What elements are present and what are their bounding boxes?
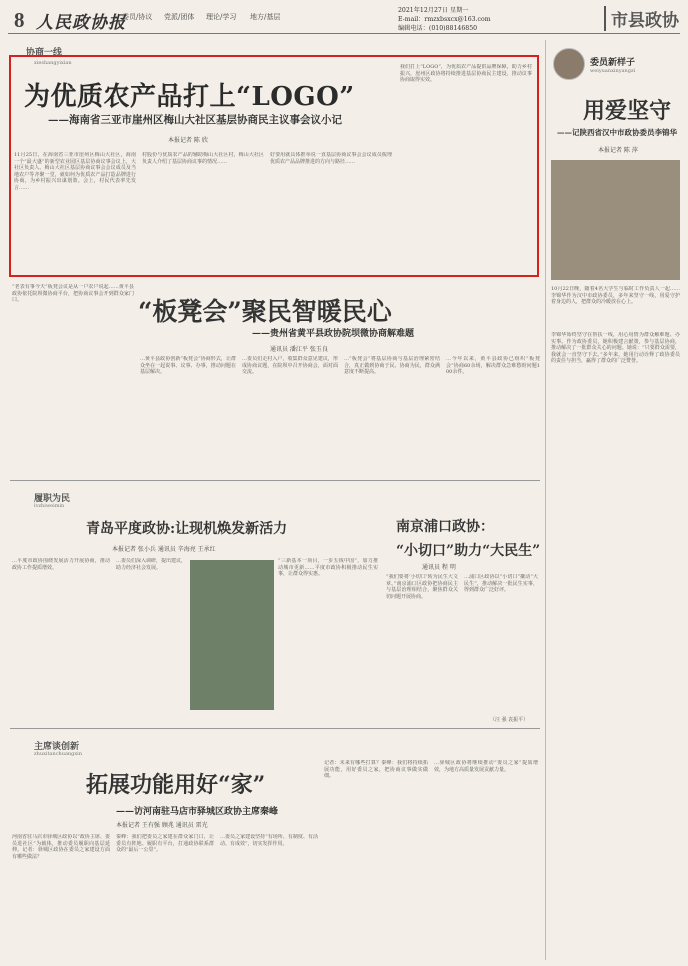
header-info — [398, 6, 491, 33]
banner-title: “板凳会”聚民智暖民心 — [138, 297, 392, 326]
home-column-label: 主席谈创新 — [34, 742, 80, 752]
lead-column-4: 我们打上“LOGO”，为优质农产品提供品牌保障，助力乡村振兴，崖州区政协将持续推进基层协商民主建设，推动议事协商取得实效。 — [400, 64, 532, 83]
banner-left-column: “老表有事今天”板凳会议是从一户农户说起……黄平县政协依托院坝微协商平台，把协商议事会开到群众家门口。 — [12, 284, 134, 303]
sidebar-rule — [545, 40, 546, 960]
sidebar-byline: 本报记者 陈 萍 — [598, 147, 638, 154]
home-byline: 本报记者 王有强 顾兆 通讯员 雷光 — [116, 822, 208, 829]
banner-column-4: …今年以来，黄平县政协已组织“板凳会”协商60余场，解决群众急难愁盼问题100余件。 — [446, 356, 540, 375]
divider-2 — [10, 728, 540, 729]
nav-item-3[interactable]: 理论/学习 — [206, 13, 237, 21]
duty-title: 青岛平度政协:让现机焕发新活力 — [86, 521, 288, 537]
nanjing-title: 南京浦口政协： — [396, 519, 494, 535]
nanjing-footnote: （汪 强 袁振平） — [490, 717, 529, 723]
home-column-1: 河南省驻马店市驿城区政协以“政协主席、委员进社区”为载体，推动委员履职向基层延伸。记者：驿城区政协在委员之家建设方面有哪些做法？ — [12, 834, 110, 860]
duty-byline: 本报记者 张小兵 通讯员 辛海亮 王承红 — [112, 546, 216, 553]
paper-name: 人民政协报 — [36, 13, 126, 33]
sidebar-body-text: 李锦华始终坚守在帮扶一线，用心用情为群众解难题、办实事。作为政协委员，她积极建言献策，参与基层协商，推动解决了一批群众关心的问题。她说：“只要群众需要，我就会一直坚守下去。”多年来，她用行动诠释了政协委员的责任与担当，赢得了群众的广泛赞誉。 — [551, 332, 680, 364]
banner-subtitle: ——贵州省黄平县政协院坝微协商解难题 — [252, 329, 415, 339]
sidebar-title: 用爱坚守 — [583, 98, 672, 124]
home-title: 拓展功能用好“家” — [86, 772, 266, 798]
lead-title: 为优质农产品打上“LOGO” — [24, 82, 355, 112]
column-label-sub: xieshangyixian — [34, 60, 72, 66]
duty-column-2: …委员们深入调研，提出建议，助力经济社会发展。 — [116, 558, 186, 571]
column-label: 协商一线 — [26, 48, 63, 58]
home-column-3: …委员之家建设坚持“有场所、有制度、有活动、有成效”，切实发挥作用。 — [220, 834, 318, 847]
section-title: 市县政协 — [604, 6, 679, 31]
page-number: 8 — [14, 8, 25, 32]
issue-date: 2021年12月27日 星期一 — [398, 7, 469, 14]
nanjing-column-1: “我们要将‘小切口’转为民生大文章。”南京浦口区政协把协商民主与基层治理相结合，聚焦群众关切问题开展协商。 — [386, 574, 458, 600]
home-subtitle: ——访河南驻马店市驿城区政协主席秦峰 — [116, 807, 279, 817]
nav-item-4[interactable]: 地方/基层 — [250, 13, 281, 21]
home-column-2: 秦峰：我们把委员之家建在群众家门口，让委员有阵地、履职有平台，打通政协联系群众的“最后一公里”。 — [116, 834, 214, 853]
lead-byline: 本报记者 陈 欣 — [168, 137, 208, 144]
email[interactable]: E-mail：rmzxbsxcx@163.com — [398, 16, 491, 23]
sidebar-photo — [551, 160, 680, 280]
sidebar-intro-text: 10月22日晚，随着4名大学生与临时工作负责人一起……李锦华作为汉中市政协委员，多年来坚守一线，用爱守护着身边的人，把群众的冷暖放在心上。 — [551, 286, 680, 305]
nav-item-1[interactable]: 委员/协议 — [122, 13, 153, 21]
home-column-4: 记者：未来有哪些打算？秦峰：我们将持续拓展功能，用好委员之家，把协商议事做实做细。 — [324, 760, 428, 779]
phone: 编辑电话：(010)88146850 — [398, 25, 478, 32]
nanjing-column-2: …浦口区政协以“小切口”撬动“大民生”，推动解决一批民生实事，得到群众广泛好评。 — [464, 574, 538, 593]
author-avatar — [553, 48, 585, 80]
lead-column-3: 好要用就具体推举说一直基层协商议事会会议成员梳理优质农产品品牌推进的方向与路径…… — [270, 152, 392, 165]
home-column-sub: zhuxitanchuangxin — [34, 751, 82, 757]
header-rule — [8, 33, 680, 34]
lead-subtitle: ——海南省三亚市崖州区梅山大社区基层协商民主议事会议小记 — [48, 114, 342, 126]
banner-byline: 通讯员 潘江平 张玉良 — [270, 346, 328, 353]
sidebar-column-sub: weiyuanxinyangzi — [590, 68, 636, 74]
nanjing-byline: 通讯员 程 明 — [422, 564, 456, 571]
duty-column-sub: lvzhiweimin — [34, 503, 65, 509]
home-column-5: …驿城区政协将继续推动“委员之家”提质增效，为地方高质量发展贡献力量。 — [434, 760, 538, 773]
nanjing-title-2: “小切口”助力“大民生” — [396, 543, 541, 559]
duty-column-label: 履职为民 — [34, 494, 71, 504]
duty-column-1: …平度市政协围绕发展活力开展协商，推动政协工作提质增效。 — [12, 558, 110, 571]
banner-column-2: …委员们走村入户，收集群众意见建议，形成协商议题，在院坝中召开协商会，面对面交流。 — [242, 356, 338, 375]
banner-column-3: …“板凳会”将基层协商与基层治理紧密结合，真正做到协商于民、协商为民，群众满意度不断提高。 — [344, 356, 440, 375]
duty-photo — [190, 560, 274, 710]
sidebar-column-title: 委员新样子 — [590, 58, 636, 68]
sidebar-subtitle: ——记陕西省汉中市政协委员李锦华 — [557, 128, 677, 137]
divider-1 — [10, 480, 540, 481]
duty-column-3: “三新基本一项目，一步五钱中国”，加力推动城市更新……平度市政协积极推动民生实事，让群众得实惠。 — [278, 558, 378, 577]
nav-item-2[interactable]: 党派/团体 — [164, 13, 195, 21]
banner-column-1: …黄平县政协创新“板凳会”协商形式，让群众坐在一起说事、议事、办事，推动问题在基层解决。 — [140, 356, 236, 375]
lead-column-2: 村股份与优质农产品的辅助梅山大社区村，梅山大社区负责人介绍了基层协商议事的情况…… — [142, 152, 264, 165]
lead-column-1: 11月25日，在海南省三亚市崖州区梅山大社区，海南一个“最大盛”的新型农业园区基层协商议事会议上，大社区负责人、梅山大社区基层协商议事会会议成员及当地农户等齐聚一堂，就如何为优质农产品打造品牌进行协商，为乡村振兴出谋划策。会上，村民代表率先发言…… — [14, 152, 136, 191]
